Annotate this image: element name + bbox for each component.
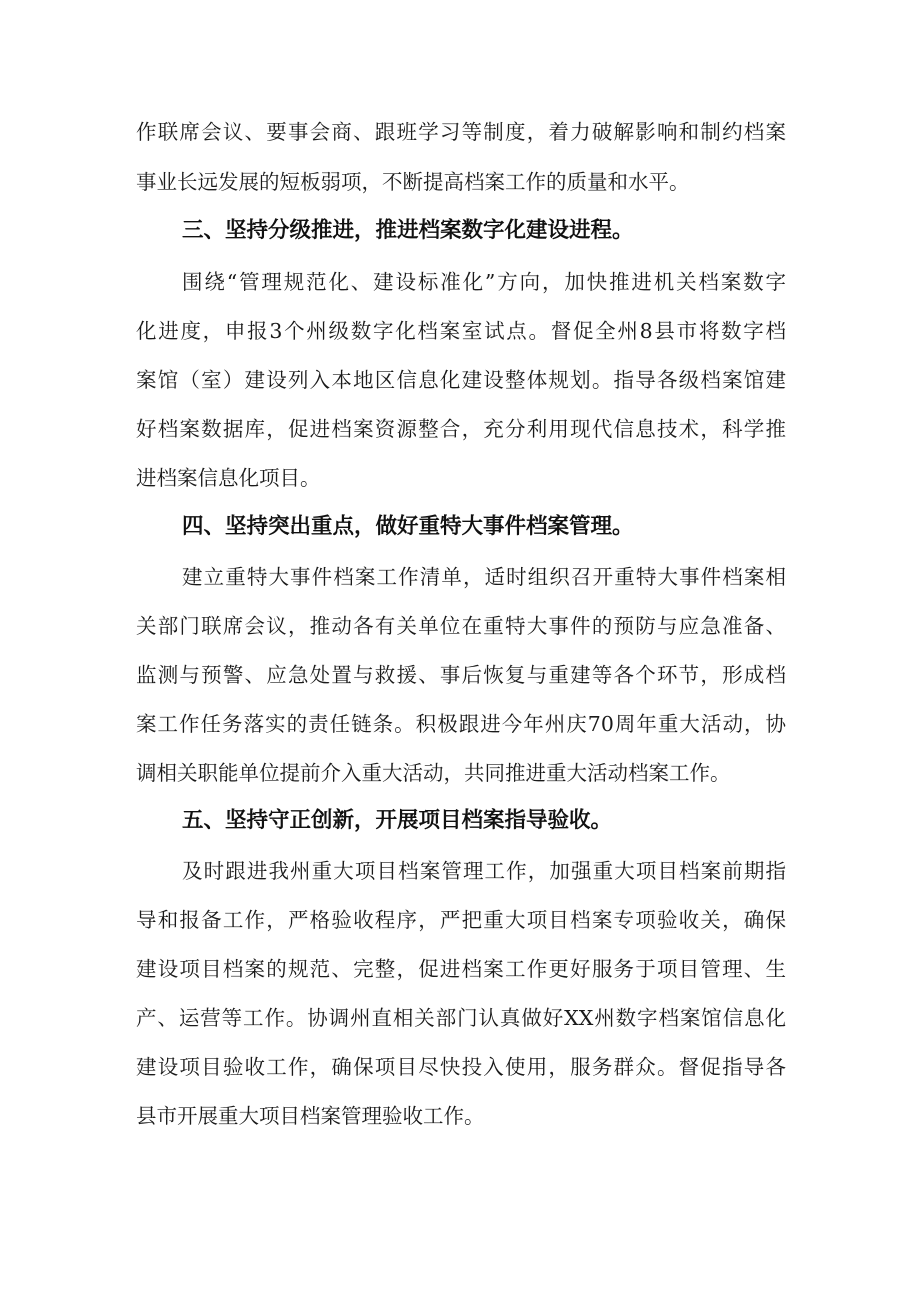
paragraph-line: 好档案数据库，促进档案资源整合，充分利用现代信息技术，科学推: [136, 417, 786, 441]
paragraph-line: 建设项目档案的规范、完整，促进档案工作更好服务于项目管理、生: [136, 957, 786, 981]
paragraph-line: 化进度，申报3个州级数字化档案室试点。督促全州8县市将数字档: [136, 319, 786, 343]
section-heading: 三、坚持分级推进，推进档案数字化建设进程。: [182, 218, 634, 243]
paragraph-line: 作联席会议、要事会商、跟班学习等制度，着力破解影响和制约档案: [136, 120, 786, 144]
paragraph-line: 关部门联席会议，推动各有关单位在重特大事件的预防与应急准备、: [136, 614, 786, 638]
paragraph-line: 调相关职能单位提前介入重大活动，共同推进重大活动档案工作。: [136, 761, 731, 785]
paragraph-line: 县市开展重大项目档案管理验收工作。: [136, 1104, 485, 1128]
paragraph-line: 导和报备工作，严格验收程序，严把重大项目档案专项验收关，确保: [136, 908, 786, 932]
paragraph-line: 建立重特大事件档案工作清单，适时组织召开重特大事件档案相: [182, 565, 786, 589]
section-heading: 四、坚持突出重点，做好重特大事件档案管理。: [182, 514, 634, 539]
section-heading: 五、坚持守正创新，开展项目档案指导验收。: [182, 808, 613, 833]
paragraph-line: 建设项目验收工作，确保项目尽快投入使用，服务群众。督促指导各: [136, 1055, 786, 1079]
paragraph-line: 案馆（室）建设列入本地区信息化建设整体规划。指导各级档案馆建: [136, 368, 786, 392]
paragraph-line: 进档案信息化项目。: [136, 466, 321, 490]
paragraph-line: 及时跟进我州重大项目档案管理工作，加强重大项目档案前期指: [182, 859, 786, 883]
paragraph-line: 产、运营等工作。协调州直相关部门认真做好XX州数字档案馆信息化: [136, 1006, 786, 1030]
paragraph-line: 监测与预警、应急处置与救援、事后恢复与重建等各个环节，形成档: [136, 663, 786, 687]
paragraph-line: 事业长远发展的短板弱项，不断提高档案工作的质量和水平。: [136, 170, 690, 194]
paragraph-line: 案工作任务落实的责任链条。积极跟进今年州庆70周年重大活动，协: [136, 712, 786, 736]
paragraph-line: 围绕“管理规范化、建设标准化”方向，加快推进机关档案数字: [182, 270, 786, 294]
